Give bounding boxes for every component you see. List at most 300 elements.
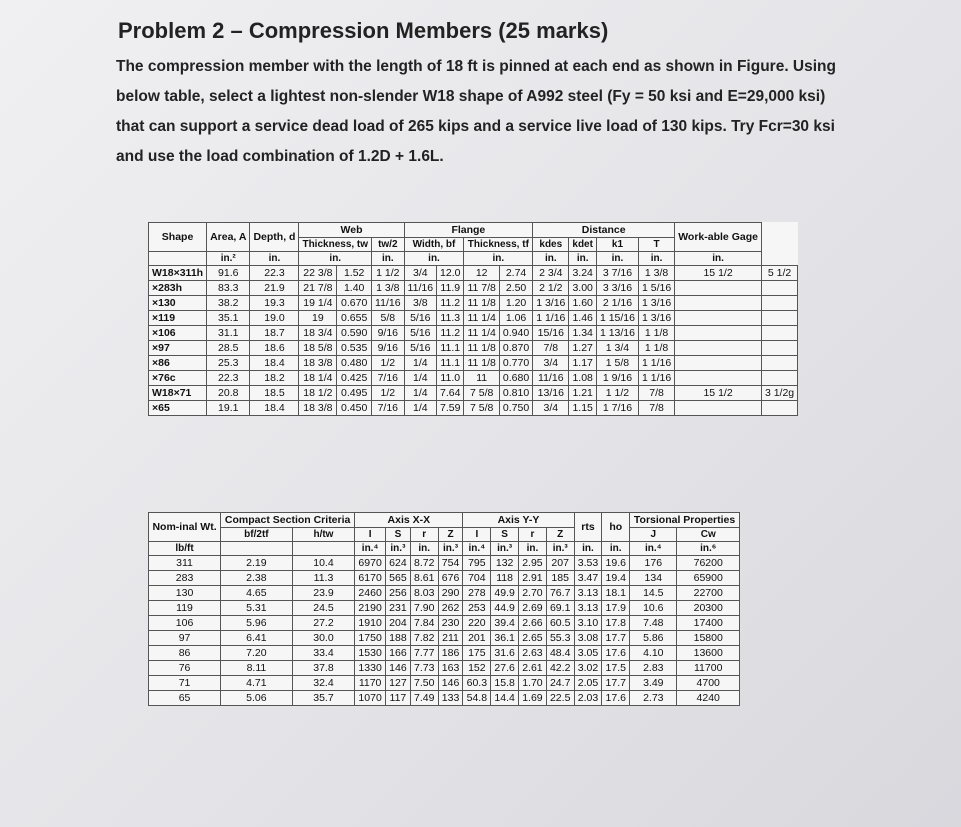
table-cell: 0.870 — [499, 341, 532, 356]
unit-cell: in. — [533, 252, 569, 266]
table-cell: 17.9 — [602, 601, 630, 616]
table-cell: 2 1/16 — [596, 296, 638, 311]
table-cell: 11 — [464, 371, 499, 386]
table-cell: 7/8 — [533, 341, 569, 356]
col-depth: Depth, d — [250, 223, 299, 252]
table-cell: 4700 — [677, 676, 740, 691]
group-web: Web — [299, 223, 404, 238]
table-cell: 7.64 — [437, 386, 464, 401]
table-cell: 1.34 — [569, 326, 597, 341]
table-cell: 11 1/8 — [464, 356, 499, 371]
table-cell: 21.9 — [250, 281, 299, 296]
table-cell — [761, 356, 797, 371]
table-cell: 1 9/16 — [596, 371, 638, 386]
table-cell: 5.31 — [221, 601, 293, 616]
table-row — [149, 646, 740, 661]
table-cell: 18.2 — [250, 371, 299, 386]
group-flange: Flange — [404, 223, 533, 238]
table-cell: 17.6 — [602, 646, 630, 661]
table-cell: 7/16 — [372, 371, 405, 386]
table-cell: 2.63 — [519, 646, 547, 661]
table-cell: 1 3/16 — [639, 296, 675, 311]
table-cell: 1.21 — [569, 386, 597, 401]
table-cell: 4240 — [677, 691, 740, 706]
table-cell: 3.49 — [630, 676, 677, 691]
table-cell: 31.6 — [491, 646, 519, 661]
table-cell: 18 3/4 — [299, 326, 337, 341]
table-cell: 230 — [438, 616, 463, 631]
group-axis-y: Axis Y-Y — [463, 513, 574, 528]
table-cell: 0.655 — [337, 311, 372, 326]
table-cell: 76.7 — [546, 586, 574, 601]
table-cell: 1.40 — [337, 281, 372, 296]
table-cell: 18.5 — [250, 386, 299, 401]
col-area: Area, A — [207, 223, 250, 252]
unit-cell: in. — [250, 252, 299, 266]
table-row — [149, 571, 740, 586]
table-cell: 35.1 — [207, 311, 250, 326]
table-cell: 22.5 — [546, 691, 574, 706]
table-cell: 1750 — [355, 631, 386, 646]
table-cell: 262 — [438, 601, 463, 616]
table-cell: 127 — [385, 676, 410, 691]
col-ix: I — [355, 528, 386, 542]
table-row — [149, 326, 798, 341]
table-cell: 3/4 — [533, 401, 569, 416]
row-label: ×130 — [149, 296, 207, 311]
table-cell: 152 — [463, 661, 491, 676]
table-cell: 2.91 — [519, 571, 547, 586]
table-cell: 18 1/4 — [299, 371, 337, 386]
table-cell: 11 1/8 — [464, 296, 499, 311]
table-cell: 1 1/2 — [596, 386, 638, 401]
statement-line: below table, select a lightest non-slender W18 shape of A992 steel (Fy = 50 ksi and E=29,000 ksi) — [116, 88, 826, 105]
table-row — [149, 341, 798, 356]
table-cell: 1.20 — [499, 296, 532, 311]
table-cell: 0.940 — [499, 326, 532, 341]
table-cell: 11 1/4 — [464, 311, 499, 326]
table-cell: 256 — [385, 586, 410, 601]
unit-cell: in.⁴ — [355, 542, 386, 556]
table-cell: 28.5 — [207, 341, 250, 356]
table-cell: 754 — [438, 556, 463, 571]
table-cell: 1.27 — [569, 341, 597, 356]
table-cell: 91.6 — [207, 266, 250, 281]
table-cell: 1 7/16 — [596, 401, 638, 416]
table-row — [149, 601, 740, 616]
table-cell: 76200 — [677, 556, 740, 571]
table-cell: 8.72 — [410, 556, 438, 571]
table-cell: 13/16 — [533, 386, 569, 401]
table-cell: 7.90 — [410, 601, 438, 616]
table-cell: 2.65 — [519, 631, 547, 646]
table-cell: 1 5/16 — [639, 281, 675, 296]
table-cell: 7/16 — [372, 401, 405, 416]
table-cell: 220 — [463, 616, 491, 631]
table-cell: 11.1 — [437, 341, 464, 356]
table-cell: 8.61 — [410, 571, 438, 586]
table-cell: 1.52 — [337, 266, 372, 281]
table-cell: 17.7 — [602, 631, 630, 646]
table-cell: 20.8 — [207, 386, 250, 401]
table-cell: 7.59 — [437, 401, 464, 416]
row-label: 86 — [149, 646, 221, 661]
table-cell: 7 5/8 — [464, 401, 499, 416]
table-cell: 3/4 — [533, 356, 569, 371]
table-cell: 3.08 — [574, 631, 602, 646]
table-cell: 188 — [385, 631, 410, 646]
col-flange-thickness: Thickness, tf — [464, 238, 533, 252]
row-label: ×106 — [149, 326, 207, 341]
table-cell: 1 3/16 — [639, 311, 675, 326]
table-cell: 7.20 — [221, 646, 293, 661]
table-cell: 54.8 — [463, 691, 491, 706]
table-cell: 3 7/16 — [596, 266, 638, 281]
table-cell: 0.480 — [337, 356, 372, 371]
unit-cell: in.² — [207, 252, 250, 266]
table-cell — [761, 326, 797, 341]
table-cell: 4.65 — [221, 586, 293, 601]
table-row — [149, 691, 740, 706]
table-cell: 1 13/16 — [596, 326, 638, 341]
row-label: ×76c — [149, 371, 207, 386]
table-cell: 2190 — [355, 601, 386, 616]
table-cell: 60.3 — [463, 676, 491, 691]
table-cell: 204 — [385, 616, 410, 631]
table-cell: 31.1 — [207, 326, 250, 341]
col-rts: rts — [574, 513, 602, 542]
table-cell: 11.0 — [437, 371, 464, 386]
table-cell: 18.7 — [250, 326, 299, 341]
table-cell: 14.4 — [491, 691, 519, 706]
table-cell: 175 — [463, 646, 491, 661]
table-cell: 253 — [463, 601, 491, 616]
unit-cell: in. — [675, 252, 762, 266]
unit-cell: in. — [372, 252, 405, 266]
table-cell: 10.6 — [630, 601, 677, 616]
table-cell: 19 — [299, 311, 337, 326]
table-cell: 49.9 — [491, 586, 519, 601]
table-cell: 11700 — [677, 661, 740, 676]
table-cell: 2460 — [355, 586, 386, 601]
unit-cell: in.³ — [546, 542, 574, 556]
table-cell: 60.5 — [546, 616, 574, 631]
table-cell: 2.38 — [221, 571, 293, 586]
table-cell: 7.48 — [630, 616, 677, 631]
table-cell: 1 3/8 — [639, 266, 675, 281]
col-kdes: kdes — [533, 238, 569, 252]
unit-cell: in. — [519, 542, 547, 556]
table-cell: 1 3/4 — [596, 341, 638, 356]
unit-cell: in.⁴ — [630, 542, 677, 556]
table-cell: 5/16 — [404, 341, 437, 356]
table-cell: 21 7/8 — [299, 281, 337, 296]
table-cell: 2.73 — [630, 691, 677, 706]
table-cell: 11.3 — [437, 311, 464, 326]
row-label: 311 — [149, 556, 221, 571]
table-cell: 2.61 — [519, 661, 547, 676]
unit-cell: in. — [596, 252, 638, 266]
statement-line: and use the load combination of 1.2D + 1.6L. — [116, 148, 444, 165]
col-t: T — [639, 238, 675, 252]
group-torsional: Torsional Properties — [630, 513, 740, 528]
table-row — [149, 631, 740, 646]
table-cell: 3.24 — [569, 266, 597, 281]
table-cell: 132 — [491, 556, 519, 571]
table-cell: 5.96 — [221, 616, 293, 631]
table-cell: 0.810 — [499, 386, 532, 401]
properties-table — [148, 512, 740, 706]
table-cell: 19.3 — [250, 296, 299, 311]
table-cell: 117 — [385, 691, 410, 706]
table-cell: 676 — [438, 571, 463, 586]
table-cell: 27.2 — [292, 616, 355, 631]
table-cell: 55.3 — [546, 631, 574, 646]
table-cell: 1/2 — [372, 356, 405, 371]
row-label: ×283h — [149, 281, 207, 296]
table-cell: 290 — [438, 586, 463, 601]
col-j: J — [630, 528, 677, 542]
table-cell: 5.86 — [630, 631, 677, 646]
table-cell: 4.10 — [630, 646, 677, 661]
table-cell: 17.5 — [602, 661, 630, 676]
table-cell: 133 — [438, 691, 463, 706]
table-cell: 1/4 — [404, 371, 437, 386]
table-cell: 704 — [463, 571, 491, 586]
table-cell — [675, 356, 762, 371]
table-cell: 17.8 — [602, 616, 630, 631]
unit-cell: in.⁴ — [463, 542, 491, 556]
col-k1: k1 — [596, 238, 638, 252]
row-label: W18×311h — [149, 266, 207, 281]
table-cell: 39.4 — [491, 616, 519, 631]
table-cell: 207 — [546, 556, 574, 571]
table-cell: 2.83 — [630, 661, 677, 676]
table-cell: 18.6 — [250, 341, 299, 356]
table-cell: 11.2 — [437, 326, 464, 341]
table-cell: 1 1/16 — [639, 371, 675, 386]
table-cell: 11/16 — [404, 281, 437, 296]
table-cell: 0.425 — [337, 371, 372, 386]
table-cell: 19.0 — [250, 311, 299, 326]
problem-statement — [116, 52, 926, 172]
table-cell: 7/8 — [639, 386, 675, 401]
table-cell: 11.3 — [292, 571, 355, 586]
table-cell — [761, 311, 797, 326]
table-cell: 9/16 — [372, 326, 405, 341]
table-cell — [761, 341, 797, 356]
table-cell: 42.2 — [546, 661, 574, 676]
table-cell — [761, 281, 797, 296]
table-cell: 134 — [630, 571, 677, 586]
table-cell: 17.7 — [602, 676, 630, 691]
row-label: ×86 — [149, 356, 207, 371]
row-label: 76 — [149, 661, 221, 676]
table-cell: 565 — [385, 571, 410, 586]
table-cell: 8.11 — [221, 661, 293, 676]
table-cell: 176 — [630, 556, 677, 571]
table-row — [149, 296, 798, 311]
table-cell: 1530 — [355, 646, 386, 661]
col-gage: Work-able Gage — [675, 223, 762, 252]
table-cell: 18.1 — [602, 586, 630, 601]
col-web-thickness: Thickness, tw — [299, 238, 372, 252]
table-cell: 19.1 — [207, 401, 250, 416]
table-cell: 7 5/8 — [464, 386, 499, 401]
col-rx: r — [410, 528, 438, 542]
unit-cell: in.³ — [438, 542, 463, 556]
table-cell: 1/4 — [404, 356, 437, 371]
table-cell: 7.82 — [410, 631, 438, 646]
col-tw-half: tw/2 — [372, 238, 405, 252]
table-row — [149, 311, 798, 326]
table-cell — [675, 341, 762, 356]
table-cell: 0.770 — [499, 356, 532, 371]
table-cell: 2.66 — [519, 616, 547, 631]
table-cell: 6170 — [355, 571, 386, 586]
row-label: 97 — [149, 631, 221, 646]
table-cell: 5/8 — [372, 311, 405, 326]
table-cell: 22 3/8 — [299, 266, 337, 281]
table-cell: 1.08 — [569, 371, 597, 386]
table-cell: 3 3/16 — [596, 281, 638, 296]
group-compact: Compact Section Criteria — [221, 513, 355, 528]
table-cell: 1/2 — [372, 386, 405, 401]
table-cell: 5/16 — [404, 326, 437, 341]
table-cell: 1 15/16 — [596, 311, 638, 326]
table-cell: 20300 — [677, 601, 740, 616]
table-cell: 6.41 — [221, 631, 293, 646]
table-cell: 7.84 — [410, 616, 438, 631]
table-cell: 0.680 — [499, 371, 532, 386]
table-cell: 11 1/4 — [464, 326, 499, 341]
statement-line: The compression member with the length of 18 ft is pinned at each end as shown in Figure. Using — [116, 58, 836, 75]
table-cell — [761, 296, 797, 311]
col-cw: Cw — [677, 528, 740, 542]
group-distance: Distance — [533, 223, 675, 238]
table-cell: 27.6 — [491, 661, 519, 676]
col-shape: Shape — [149, 223, 207, 252]
table-row — [149, 266, 798, 281]
table-cell: 3 1/2g — [761, 386, 797, 401]
table-cell: 0.750 — [499, 401, 532, 416]
table-cell: 5 1/2 — [761, 266, 797, 281]
table-cell: 25.3 — [207, 356, 250, 371]
table-cell: 24.7 — [546, 676, 574, 691]
table-cell: 1 1/16 — [533, 311, 569, 326]
table-cell: 35.7 — [292, 691, 355, 706]
col-kdet: kdet — [569, 238, 597, 252]
table-cell: 18.4 — [250, 356, 299, 371]
unit-cell: lb/ft — [149, 542, 221, 556]
units-row — [149, 252, 798, 266]
table-cell: 10.4 — [292, 556, 355, 571]
table-cell: 15800 — [677, 631, 740, 646]
row-label: 130 — [149, 586, 221, 601]
table-row — [149, 371, 798, 386]
unit-cell: in. — [569, 252, 597, 266]
col-zx: Z — [438, 528, 463, 542]
table-cell: 32.4 — [292, 676, 355, 691]
table-cell: 7/8 — [639, 401, 675, 416]
table-cell: 48.4 — [546, 646, 574, 661]
table-cell — [675, 326, 762, 341]
table-cell: 1 1/16 — [639, 356, 675, 371]
table-cell: 1 5/8 — [596, 356, 638, 371]
group-nominal-wt: Nom-inal Wt. — [149, 513, 221, 542]
col-sx: S — [385, 528, 410, 542]
col-ho: ho — [602, 513, 630, 542]
table-cell: 3.10 — [574, 616, 602, 631]
table-cell: 22.3 — [250, 266, 299, 281]
table-cell: 0.450 — [337, 401, 372, 416]
table-row — [149, 616, 740, 631]
units-row — [149, 542, 740, 556]
table-cell: 11/16 — [372, 296, 405, 311]
group-axis-x: Axis X-X — [355, 513, 463, 528]
table-cell: 1070 — [355, 691, 386, 706]
table-cell: 1.46 — [569, 311, 597, 326]
table-row — [149, 401, 798, 416]
table-cell: 38.2 — [207, 296, 250, 311]
table-cell — [761, 371, 797, 386]
table-cell: 18 3/8 — [299, 401, 337, 416]
table-cell: 11.9 — [437, 281, 464, 296]
table-cell: 2.03 — [574, 691, 602, 706]
table-cell: 15 1/2 — [675, 266, 762, 281]
table-cell: 2 1/2 — [533, 281, 569, 296]
table-cell — [675, 311, 762, 326]
col-iy: I — [463, 528, 491, 542]
dimensions-table — [148, 222, 798, 416]
table-cell — [675, 281, 762, 296]
table-cell: 3.02 — [574, 661, 602, 676]
table-cell: 3.05 — [574, 646, 602, 661]
col-zy: Z — [546, 528, 574, 542]
unit-cell: in. — [410, 542, 438, 556]
table-cell: 33.4 — [292, 646, 355, 661]
table-cell: 23.9 — [292, 586, 355, 601]
table-cell: 1/4 — [404, 386, 437, 401]
table-cell: 1 3/16 — [533, 296, 569, 311]
table-cell: 5/16 — [404, 311, 437, 326]
table-cell: 1.70 — [519, 676, 547, 691]
table-cell: 65900 — [677, 571, 740, 586]
table-cell: 2.50 — [499, 281, 532, 296]
table-cell: 11.1 — [437, 356, 464, 371]
table-cell: 0.590 — [337, 326, 372, 341]
table-cell: 18.4 — [250, 401, 299, 416]
row-label: 119 — [149, 601, 221, 616]
table-cell: 11 7/8 — [464, 281, 499, 296]
table-cell: 2.19 — [221, 556, 293, 571]
unit-cell: in. — [602, 542, 630, 556]
table-cell: 3.47 — [574, 571, 602, 586]
table-cell: 5.06 — [221, 691, 293, 706]
table-cell: 2.05 — [574, 676, 602, 691]
table-cell: 278 — [463, 586, 491, 601]
table-cell: 4.71 — [221, 676, 293, 691]
table-cell — [761, 401, 797, 416]
table-cell: 211 — [438, 631, 463, 646]
table-cell: 18 5/8 — [299, 341, 337, 356]
table-cell: 44.9 — [491, 601, 519, 616]
table-cell: 11 1/8 — [464, 341, 499, 356]
table-row — [149, 386, 798, 401]
table-cell: 795 — [463, 556, 491, 571]
table-cell: 11.2 — [437, 296, 464, 311]
table-cell — [675, 401, 762, 416]
